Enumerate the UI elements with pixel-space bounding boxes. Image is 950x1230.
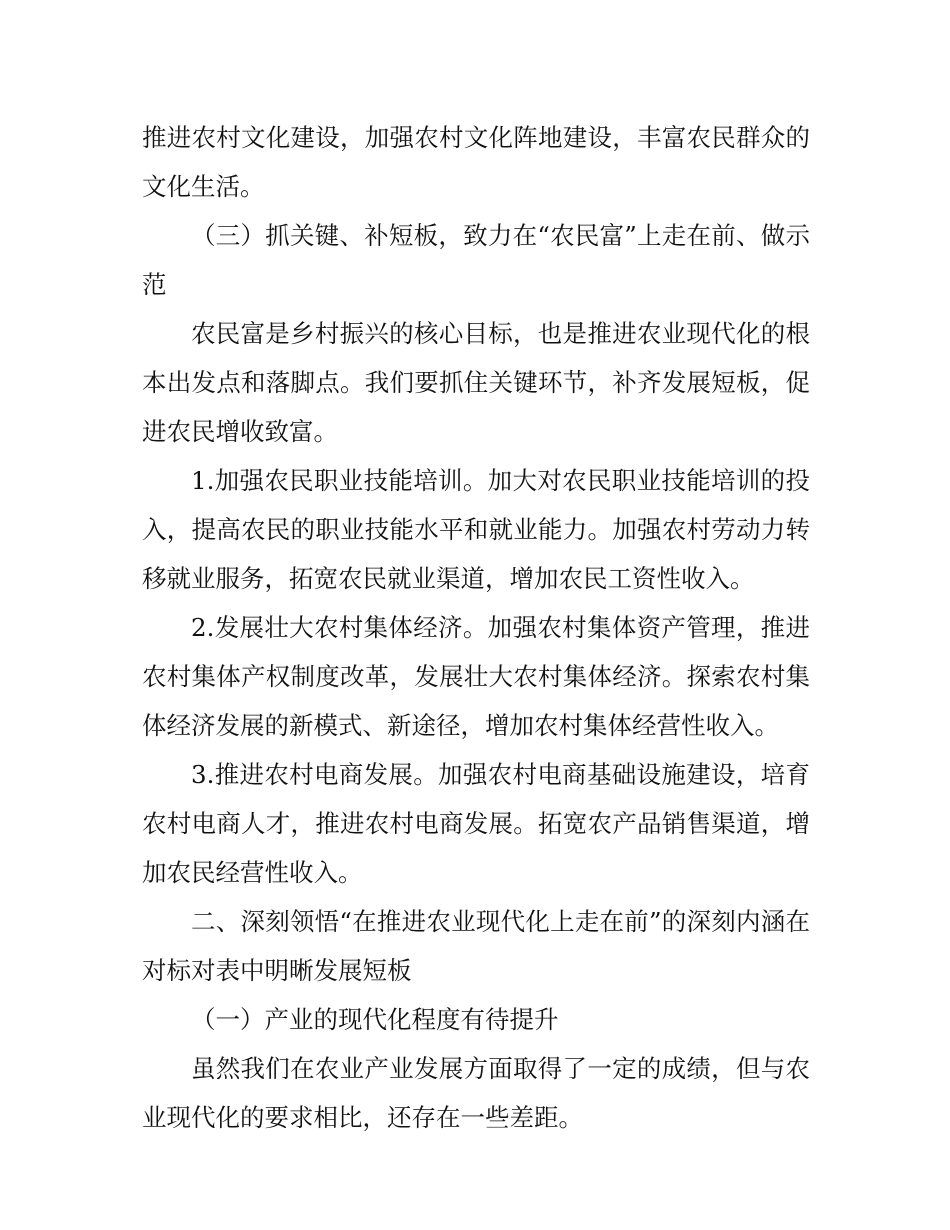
section-heading-1: （一）产业的现代化程度有待提升 — [191, 1005, 559, 1034]
list-item-1: 1.加强农民职业技能培训。加大对农民职业技能培训的投入，提高农民的职业技能水平和就业能力。加强农村劳动力转移就业服务，拓宽农民就业渠道，增加农民工资性收入。 — [142, 466, 810, 593]
list-item-2: 2.发展壮大农村集体经济。加强农村集体资产管理，推进农村集体产权制度改革，发展壮大农村集体经济。探索农村集体经济发展的新模式、新途径，增加农村集体经营性收入。 — [142, 613, 810, 740]
section-heading-3: （三）抓关键、补短板，致力在“农民富”上走在前、做示范 — [142, 221, 810, 299]
document-page — [142, 113, 810, 1142]
paragraph-intro: 农民富是乡村振兴的核心目标，也是推进农业现代化的根本出发点和落脚点。我们要抓住关键环节，补齐发展短板，促进农民增收致富。 — [142, 319, 810, 446]
paragraph-continued: 推进农村文化建设，加强农村文化阵地建设，丰富农民群众的文化生活。 — [142, 123, 810, 201]
chapter-heading-2: 二、深刻领悟“在推进农业现代化上走在前”的深刻内涵在对标对表中明晰发展短板 — [142, 907, 810, 985]
paragraph-body: 虽然我们在农业产业发展方面取得了一定的成绩，但与农业现代化的要求相比，还存在一些差距。 — [142, 1054, 810, 1132]
list-item-3: 3.推进农村电商发展。加强农村电商基础设施建设，培育农村电商人才，推进农村电商发展。拓宽农产品销售渠道，增加农民经营性收入。 — [142, 760, 810, 887]
